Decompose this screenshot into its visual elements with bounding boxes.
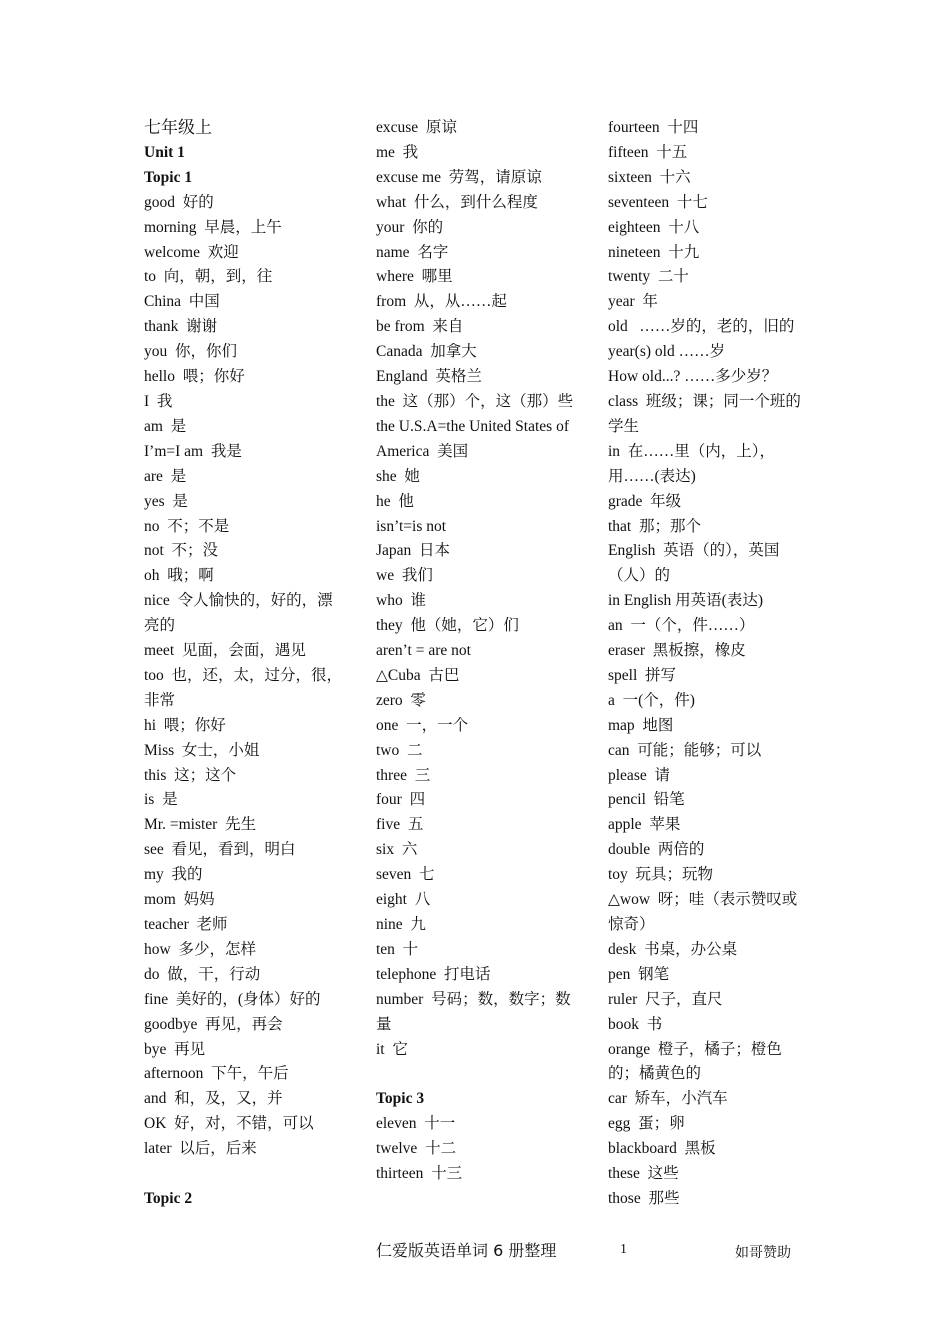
vocab-entry: your 你的 — [376, 218, 444, 236]
vocab-entry: English 英语（的），英国（人）的 — [608, 542, 780, 585]
vocab-entry: see 看见，看到，明白 — [144, 841, 296, 859]
vocab-entry: oh 哦；啊 — [144, 567, 214, 585]
vocab-entry: map 地图 — [608, 716, 674, 734]
vocab-entry: zero 零 — [376, 691, 426, 709]
vocab-entry: excuse 原谅 — [376, 119, 457, 136]
vocab-entry: fifteen 十五 — [608, 143, 688, 161]
vocab-entry: nineteen 十九 — [608, 243, 700, 261]
vocab-entry: one 一，一个 — [376, 716, 469, 734]
vocab-entry: good 好的 — [144, 193, 214, 211]
vocab-entry: a 一(个，件) — [608, 691, 695, 709]
vocab-entry: ruler 尺子，直尺 — [608, 990, 723, 1008]
vocab-entry: egg 蛋；卵 — [608, 1115, 685, 1133]
vocab-entry: eraser 黑板擦，橡皮 — [608, 642, 746, 660]
vocab-entry: twenty 二十 — [608, 268, 689, 286]
vocab-entry: England 英格兰 — [376, 368, 482, 386]
vocab-entry: my 我的 — [144, 866, 203, 884]
vocab-entry: △wow 呀；哇（表示赞叹或惊奇） — [608, 891, 798, 933]
vocab-entry: what 什么，到什么程度 — [376, 193, 538, 211]
vocab-entry: goodbye 再见，再会 — [144, 1015, 283, 1033]
vocab-entry: four 四 — [376, 791, 426, 809]
vocab-entry: toy 玩具；玩物 — [608, 866, 714, 884]
vocab-entry: Japan 日本 — [376, 542, 451, 560]
vocab-entry: OK 好，对，不错，可以 — [144, 1115, 314, 1133]
vocab-entry: welcome 欢迎 — [144, 243, 239, 261]
vocab-entry: are 是 — [144, 467, 187, 485]
vocab-entry: fine 美好的，(身体）好的 — [144, 990, 321, 1008]
vocab-entry: I’m=I am 我是 — [144, 442, 242, 460]
vocab-entry: How old...? ……多少岁？ — [608, 368, 778, 386]
vocab-entry: they 他（她，它）们 — [376, 617, 519, 635]
vocab-entry: hi 喂；你好 — [144, 716, 226, 734]
vocab-entry: double 两倍的 — [608, 841, 705, 859]
vocab-entry: orange 橙子，橘子；橙色的；橘黄色的 — [608, 1040, 782, 1083]
vocab-entry: apple 苹果 — [608, 816, 681, 834]
vocab-column-1 — [144, 116, 344, 1212]
vocab-entry: six 六 — [376, 841, 418, 859]
vocab-entry: two 二 — [376, 741, 423, 759]
vocab-entry: meet 见面，会面，遇见 — [144, 642, 306, 660]
vocab-entry: three 三 — [376, 766, 431, 784]
vocab-entry: morning 早晨，上午 — [144, 218, 282, 236]
vocab-entry: telephone 打电话 — [376, 965, 491, 983]
vocab-entry: where 哪里 — [376, 268, 453, 286]
vocab-entry: twelve 十二 — [376, 1140, 457, 1158]
vocab-entry: ten 十 — [376, 940, 419, 958]
vocab-entry: is 是 — [144, 791, 178, 809]
vocab-entry: fourteen 十四 — [608, 119, 699, 136]
vocab-entry: and 和，及，又，并 — [144, 1090, 283, 1108]
vocab-entry: to 向，朝，到，往 — [144, 268, 273, 286]
vocab-entry: class 班级；课；同一个班的学生 — [608, 392, 801, 435]
vocab-entry: Canada 加拿大 — [376, 343, 477, 361]
vocab-entry: old ……岁的，老的，旧的 — [608, 318, 795, 336]
vocab-entry: an 一（个，件……） — [608, 617, 755, 635]
vocab-entry: eight 八 — [376, 891, 431, 909]
vocab-entry: be from 来自 — [376, 318, 464, 336]
blank-line — [144, 1162, 344, 1187]
vocab-entry: thank 谢谢 — [144, 318, 218, 336]
grade-heading: 七年级上 — [144, 118, 212, 138]
vocab-entry: too 也，还，太，过分，很，非常 — [144, 666, 343, 709]
vocab-column-3 — [608, 116, 808, 1212]
vocab-entry: grade 年级 — [608, 492, 682, 510]
vocab-column-2 — [376, 116, 576, 1187]
vocab-entry: mom 妈妈 — [144, 891, 215, 909]
vocab-entry: Miss 女士，小姐 — [144, 741, 260, 759]
vocab-entry: year(s) old ……岁 — [608, 343, 726, 361]
vocab-entry: China 中国 — [144, 293, 220, 311]
vocab-entry: eighteen 十八 — [608, 218, 700, 236]
vocab-entry: year 年 — [608, 293, 658, 311]
section-heading: Unit 1 — [144, 143, 185, 161]
vocab-entry: you 你，你们 — [144, 343, 238, 361]
section-heading: Topic 3 — [376, 1090, 425, 1108]
vocab-entry: from 从，从……起 — [376, 293, 507, 311]
vocab-entry: Mr. =mister 先生 — [144, 816, 257, 834]
vocab-entry: aren’t = are not — [376, 642, 471, 660]
vocab-entry: excuse me 劳驾，请原谅 — [376, 168, 542, 186]
vocab-entry: can 可能；能够；可以 — [608, 741, 762, 759]
vocab-entry: sixteen 十六 — [608, 168, 691, 186]
vocab-entry: not 不；没 — [144, 542, 219, 560]
vocab-entry: blackboard 黑板 — [608, 1140, 716, 1158]
vocab-entry: am 是 — [144, 417, 187, 435]
vocab-entry: seven 七 — [376, 866, 435, 884]
vocab-entry: bye 再见 — [144, 1040, 206, 1058]
vocab-entry: the 这（那）个，这（那）些 — [376, 392, 574, 410]
vocab-entry: in 在……里（内，上），用……(表达) — [608, 442, 776, 485]
vocab-entry: do 做，干，行动 — [144, 965, 261, 983]
vocab-entry: name 名字 — [376, 243, 449, 261]
vocab-entry: I 我 — [144, 392, 173, 410]
section-heading: Topic 2 — [144, 1189, 193, 1207]
vocab-entry: that 那；那个 — [608, 517, 701, 535]
vocab-entry: nine 九 — [376, 916, 426, 933]
vocab-entry: isn’t=is not — [376, 517, 447, 535]
vocab-entry: in English 用英语(表达) — [608, 592, 763, 610]
footer-title: 仁爱版英语单词 6 册整理 — [376, 1241, 557, 1260]
vocab-entry: who 谁 — [376, 592, 426, 610]
vocab-entry: book 书 — [608, 1015, 663, 1033]
page-number: 1 — [620, 1242, 627, 1257]
vocab-entry: we 我们 — [376, 567, 433, 585]
vocab-entry: hello 喂；你好 — [144, 368, 245, 386]
vocab-entry: this 这；这个 — [144, 766, 237, 784]
vocab-entry: desk 书桌，办公桌 — [608, 940, 738, 958]
vocab-entry: number 号码；数，数字；数量 — [376, 990, 571, 1033]
vocab-entry: yes 是 — [144, 492, 188, 510]
vocab-entry: eleven 十一 — [376, 1115, 456, 1133]
vocab-entry: please 请 — [608, 766, 670, 784]
vocab-entry: later 以后，后来 — [144, 1140, 257, 1158]
vocab-entry: the U.S.A=the United States of America 美国 — [376, 417, 573, 460]
vocab-entry: teacher 老师 — [144, 916, 228, 933]
vocab-entry: no 不；不是 — [144, 517, 230, 535]
vocab-entry: spell 拼写 — [608, 666, 677, 684]
vocab-entry: thirteen 十三 — [376, 1165, 463, 1183]
vocab-entry: she 她 — [376, 467, 420, 485]
vocab-entry: how 多少，怎样 — [144, 940, 256, 958]
vocab-entry: it 它 — [376, 1040, 408, 1058]
blank-line — [376, 1062, 576, 1087]
section-heading: Topic 1 — [144, 168, 193, 186]
vocab-entry: these 这些 — [608, 1165, 679, 1183]
vocab-entry: afternoon 下午，午后 — [144, 1065, 289, 1083]
vocab-entry: pencil 铅笔 — [608, 791, 685, 809]
vocab-entry: nice 令人愉快的，好的，漂亮的 — [144, 592, 333, 635]
vocab-entry: car 矫车，小汽车 — [608, 1090, 728, 1108]
vocab-entry: me 我 — [376, 143, 419, 161]
footer-credit: 如哥赞助 — [735, 1246, 791, 1261]
vocab-entry: five 五 — [376, 816, 424, 834]
vocab-entry: those 那些 — [608, 1189, 680, 1207]
vocab-entry: △Cuba 古巴 — [376, 666, 460, 684]
vocab-entry: pen 钢笔 — [608, 965, 670, 983]
vocab-entry: he 他 — [376, 492, 414, 510]
vocab-entry: seventeen 十七 — [608, 193, 708, 211]
